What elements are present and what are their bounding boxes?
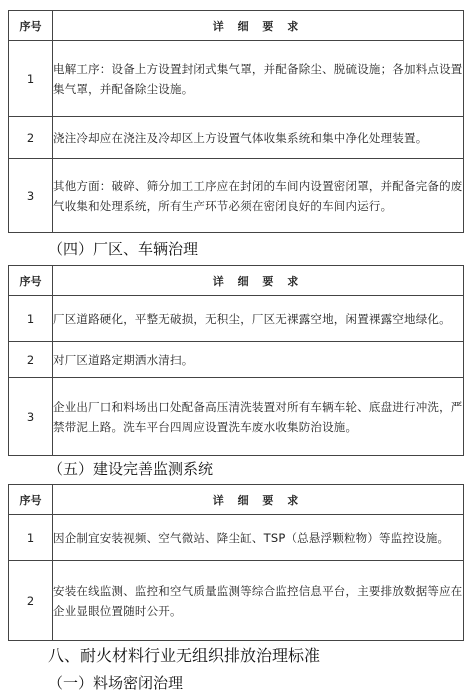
row-text: 安装在线监测、监控和空气质量监测等综合监控信息平台，主要排放数据等应在企业显眼位置随时公开。	[53, 561, 464, 641]
header-no: 序号	[9, 11, 53, 41]
row-text: 企业出厂口和料场出口处配备高压清洗装置对所有车辆车轮、底盘进行冲洗，严禁带泥上路。洗车平台四周应设置洗车废水收集防治设施。	[53, 378, 464, 456]
row-text: 浇注冷却应在浇注及冷却区上方设置气体收集系统和集中净化处理装置。	[53, 117, 464, 159]
table-header-row	[9, 266, 464, 296]
row-text: 电解工序：设备上方设置封闭式集气罩，并配备除尘、脱硫设施；各加料点设置集气罩，并配备除尘设施。	[53, 41, 464, 117]
header-requirements: 详 细 要 求	[53, 11, 464, 41]
header-requirements: 详 细 要 求	[53, 266, 464, 296]
requirements-table-3	[8, 484, 464, 641]
row-text: 对厂区道路定期洒水清扫。	[53, 342, 464, 378]
header-no: 序号	[9, 485, 53, 515]
header-requirements: 详 细 要 求	[53, 485, 464, 515]
table-header-row	[9, 485, 464, 515]
row-number: 2	[9, 342, 53, 378]
row-number: 1	[9, 41, 53, 117]
table-row	[9, 342, 464, 378]
row-number: 1	[9, 515, 53, 561]
row-number: 2	[9, 117, 53, 159]
requirements-table-1	[8, 10, 464, 233]
table-row	[9, 41, 464, 117]
table-row	[9, 159, 464, 233]
table-header-row	[9, 11, 464, 41]
row-number: 3	[9, 159, 53, 233]
section-heading-5: （五）建设完善监测系统	[48, 460, 214, 478]
row-text: 因企制宜安装视频、空气微站、降尘缸、TSP（总悬浮颗粒物）等监控设施。	[53, 515, 464, 561]
table-row	[9, 515, 464, 561]
table-row	[9, 296, 464, 342]
table-row	[9, 117, 464, 159]
row-number: 1	[9, 296, 53, 342]
chapter-heading-8: 八、耐火材料行业无组织排放治理标准	[48, 646, 321, 665]
table-row	[9, 561, 464, 641]
table-row	[9, 378, 464, 456]
section-heading-4: （四）厂区、车辆治理	[48, 240, 199, 258]
section-heading-8-1: （一）料场密闭治理	[48, 674, 184, 692]
row-number: 2	[9, 561, 53, 641]
row-number: 3	[9, 378, 53, 456]
header-no: 序号	[9, 266, 53, 296]
row-text: 厂区道路硬化，平整无破损，无积尘，厂区无裸露空地，闲置裸露空地绿化。	[53, 296, 464, 342]
requirements-table-2	[8, 265, 464, 456]
row-text: 其他方面：破碎、筛分加工工序应在封闭的车间内设置密闭罩，并配备完备的废气收集和处理系统，所有生产环节必须在密闭良好的车间内运行。	[53, 159, 464, 233]
